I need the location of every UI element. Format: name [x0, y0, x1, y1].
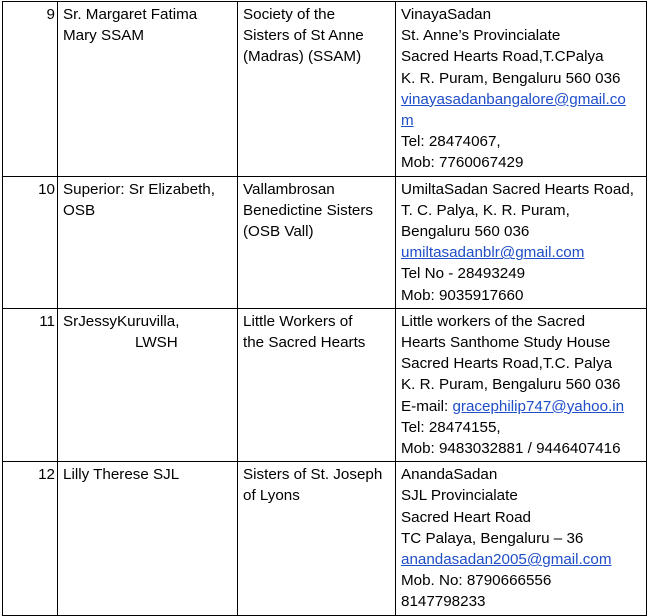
organization: Little Workers of the Sacred Hearts [238, 308, 396, 461]
email-link[interactable]: anandasadan2005@gmail.com [401, 551, 612, 569]
address: AnandaSadan SJL Provincialate Sacred Heart Road TC Palaya, Bengaluru – 36 anandasadan2005@gmail.com Mob. No: 8790666556 8147798233 [396, 462, 647, 615]
organization: Vallambrosan Benedictine Sisters (OSB Vall) [238, 176, 396, 308]
table-row [3, 462, 647, 615]
email-link[interactable]: umiltasadanblr@gmail.com [401, 244, 585, 262]
email-link-continuation[interactable]: m [401, 112, 414, 130]
contact-name: SrJessyKuruvilla, LWSH [58, 308, 238, 461]
contacts-table [2, 1, 647, 616]
email-link[interactable]: gracephilip747@yahoo.in [452, 397, 625, 415]
address: Little workers of the Sacred Hearts Santhome Study House Sacred Hearts Road,T.C. Palya K. R. Puram, Bengaluru 560 036 E-mail: gracephilip747@yahoo.in Tel: 28474155, Mob: 9483032881 / 9446407416 [396, 308, 647, 461]
table-row [3, 176, 647, 308]
organization: Sisters of St. Joseph of Lyons [238, 462, 396, 615]
contact-name: Superior: Sr Elizabeth, OSB [58, 176, 238, 308]
organization: Society of the Sisters of St Anne (Madras) (SSAM) [238, 2, 396, 177]
address: VinayaSadan St. Anne’s Provincialate Sacred Hearts Road,T.CPalya K. R. Puram, Bengaluru 560 036 vinayasadanbangalore@gmail.co m Tel: 28474067, Mob: 7760067429 [396, 2, 647, 177]
table-row [3, 2, 647, 177]
table-row [3, 308, 647, 461]
row-number: 12 [3, 462, 58, 615]
row-number: 10 [3, 176, 58, 308]
row-number: 11 [3, 308, 58, 461]
contact-name: Sr. Margaret Fatima Mary SSAM [58, 2, 238, 177]
row-number: 9 [3, 2, 58, 177]
contact-name: Lilly Therese SJL [58, 462, 238, 615]
email-link[interactable]: vinayasadanbangalore@gmail.co [401, 90, 626, 108]
address: UmiltaSadan Sacred Hearts Road, T. C. Palya, K. R. Puram, Bengaluru 560 036 umiltasadanblr@gmail.com Tel No - 28493249 Mob: 9035917660 [396, 176, 647, 308]
